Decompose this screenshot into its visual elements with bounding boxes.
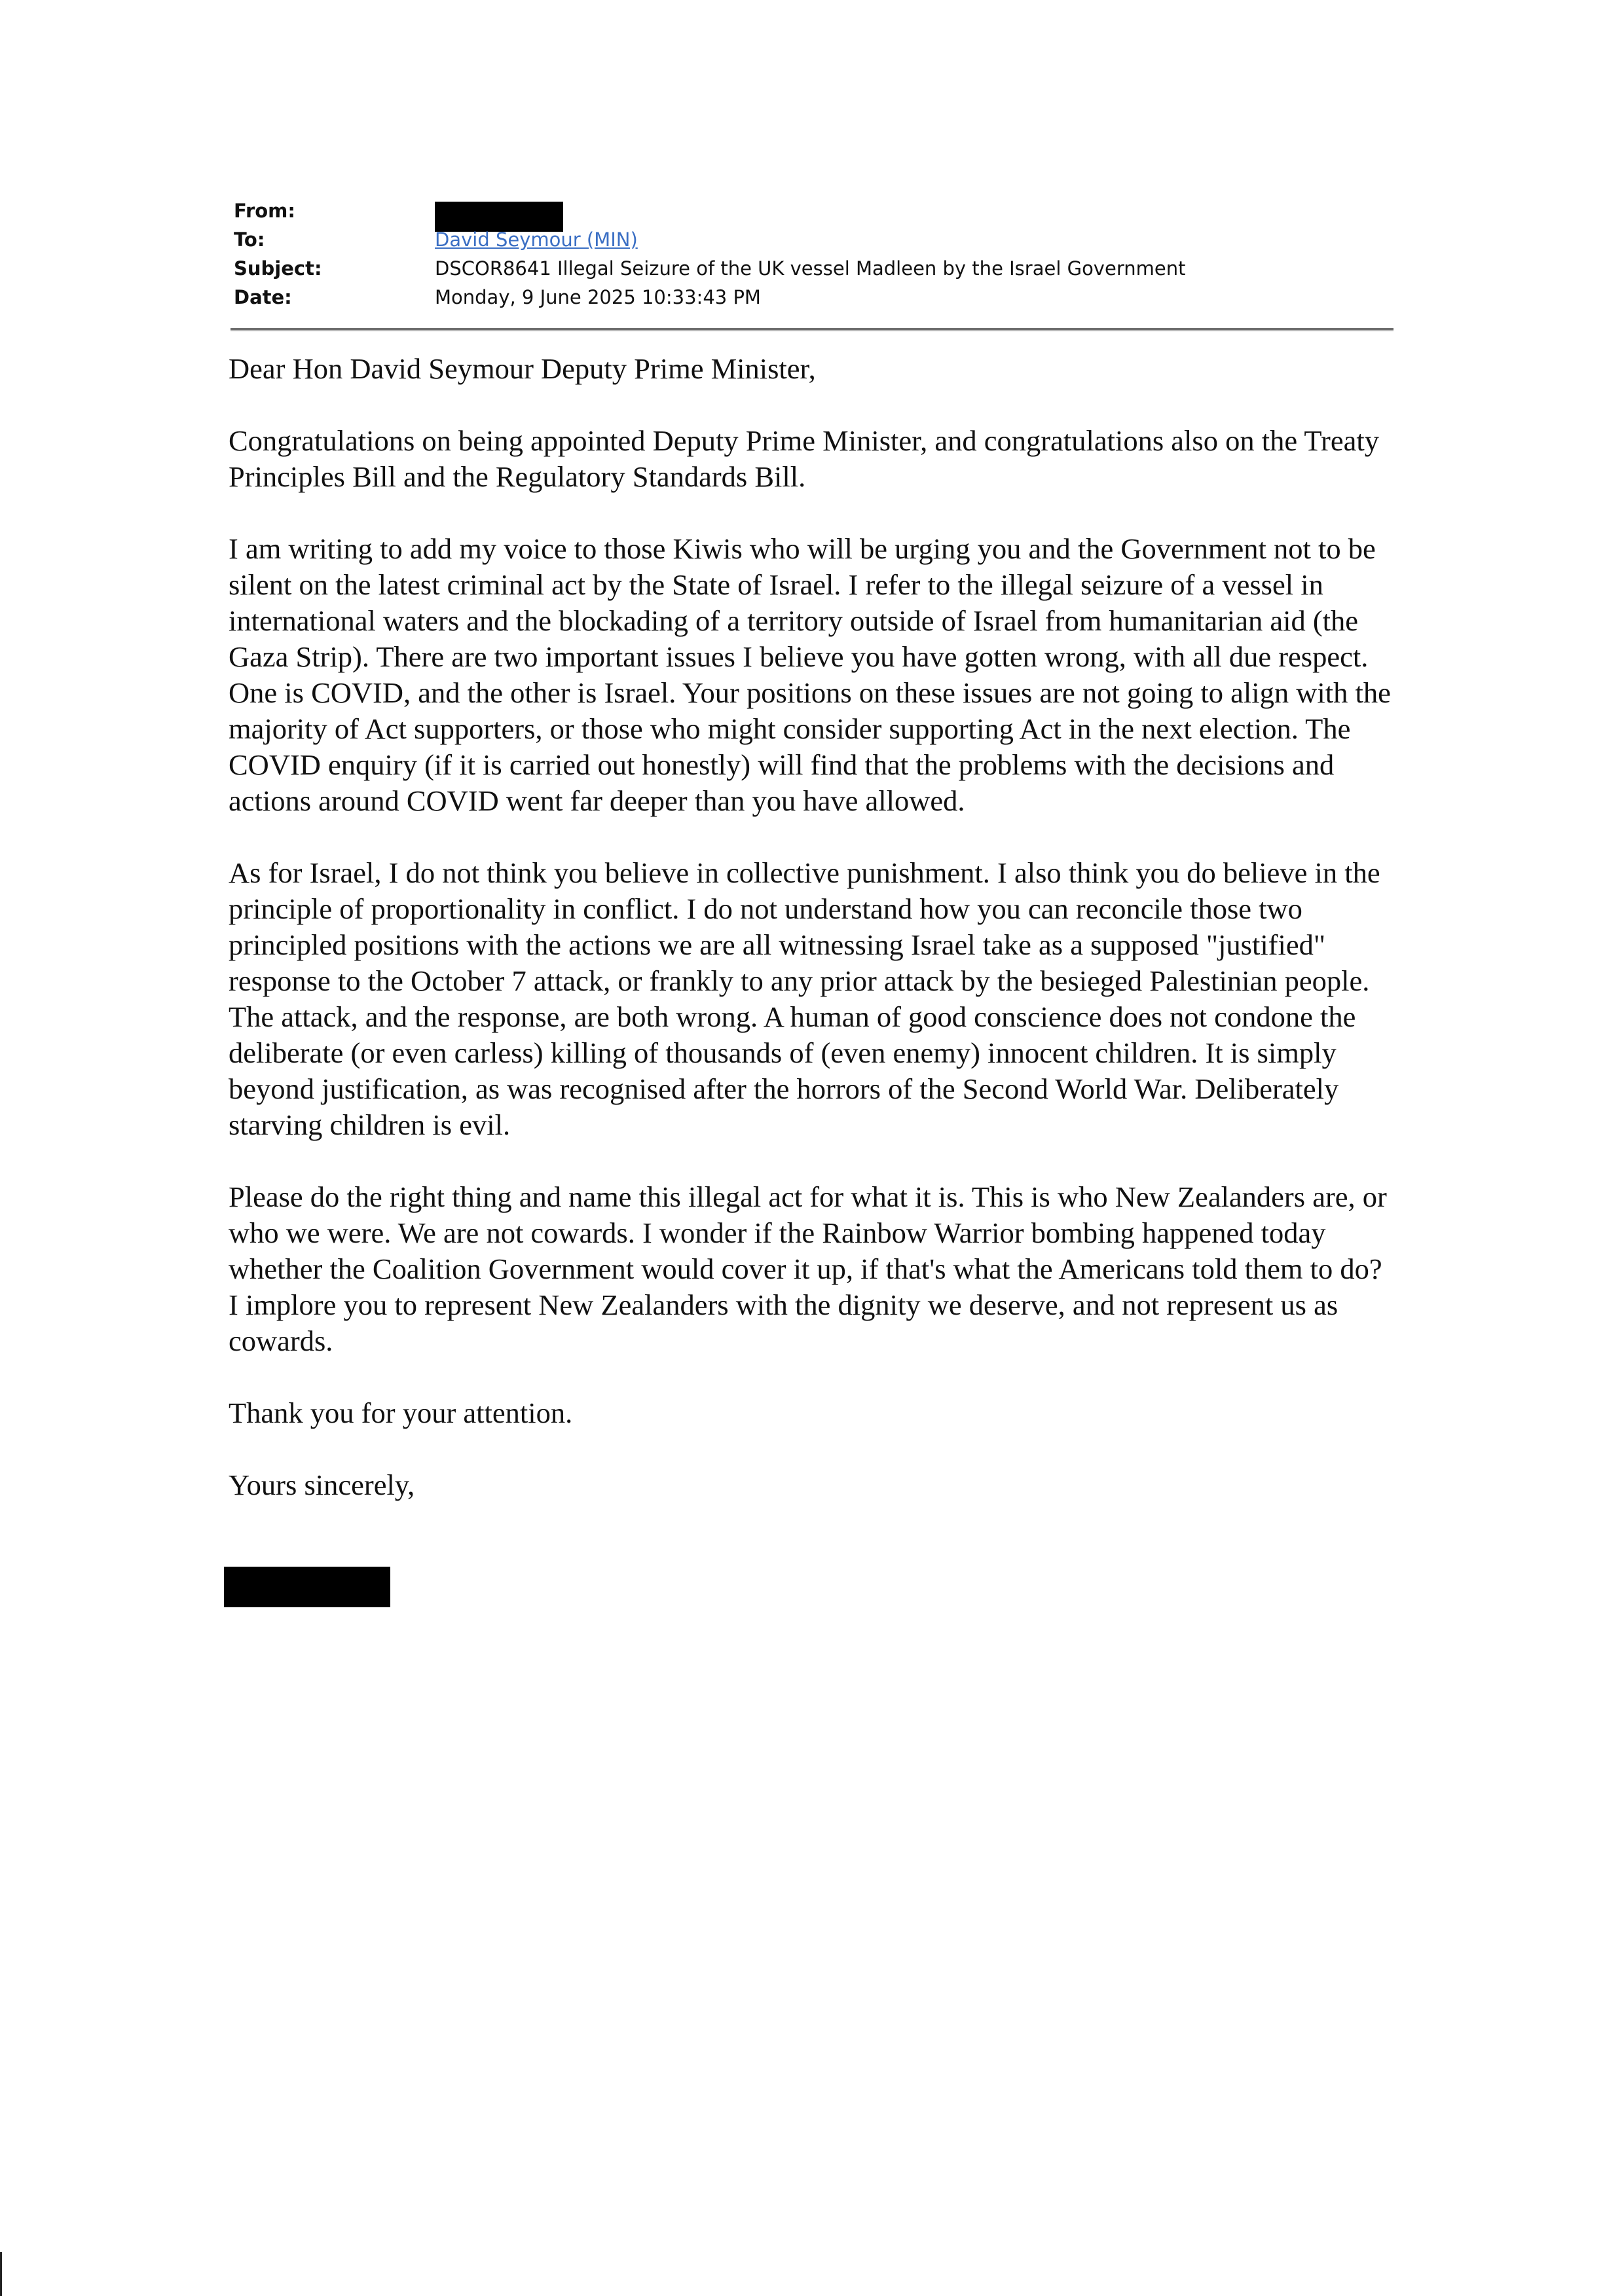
paragraph-request: Please do the right thing and name this illegal act for what it is. This is who New Zealanders are, or who we were. We are not cowards. I wonder if the Rainbow Warrior bombing happened today whether the Coalition Government would cover it up, if that's what the Americans told them to do? I implore you to represent New Zealanders with the dignity we deserve, and not represent us as cowards. bbox=[229, 1180, 1387, 1357]
header-divider bbox=[231, 328, 1393, 331]
date-row bbox=[234, 283, 1393, 312]
redacted-signature bbox=[224, 1567, 390, 1607]
to-recipient-link[interactable]: David Seymour (MIN) bbox=[435, 228, 638, 251]
to-row bbox=[234, 225, 1393, 254]
date-value: Monday, 9 June 2025 10:33:43 PM bbox=[435, 286, 761, 308]
date-label: Date: bbox=[234, 286, 292, 308]
paragraph-israel: As for Israel, I do not think you believe in collective punishment. I also think you do believe in the principle of proportionality in conflict. I do not understand how you can reconcile those two principled positions with the actions we are all witnessing Israel take as a supposed "justified" response to the October 7 attack, or frankly to any prior attack by the besieged Palestinian people. The attack, and the response, are both wrong. A human of good conscience does not condone the deliberate (or even carless) killing of thousands of (even enemy) innocent children. It is simply beyond justification, as was recognised after the horrors of the Second World War. Deliberately starving children is evil. bbox=[229, 856, 1380, 1141]
scan-edge-mark bbox=[0, 2252, 2, 2296]
subject-label: Subject: bbox=[234, 257, 322, 280]
letter-body bbox=[229, 351, 1394, 1539]
subject-value: DSCOR8641 Illegal Seizure of the UK vessel Madleen by the Israel Government bbox=[435, 257, 1186, 280]
subject-row bbox=[234, 254, 1393, 283]
paragraph-intro: I am writing to add my voice to those Kiwis who will be urging you and the Government not to be silent on the latest criminal act by the State of Israel. I refer to the illegal seizure of a vessel in international waters and the blockading of a territory outside of Israel from humanitarian aid (the Gaza Strip). There are two important issues I believe you have gotten wrong, with all due respect. One is COVID, and the other is Israel. Your positions on these issues are not going to align with the majority of Act supporters, or those who might consider supporting Act in the next election. The COVID enquiry (if it is carried out honestly) will find that the problems with the decisions and actions around COVID went far deeper than you have allowed. bbox=[229, 532, 1391, 817]
salutation: Dear Hon David Seymour Deputy Prime Minister, bbox=[229, 352, 816, 385]
paragraph-congratulations: Congratulations on being appointed Deputy Prime Minister, and congratulations also on the Treaty Principles Bill and the Regulatory Standards Bill. bbox=[229, 424, 1379, 493]
closing: Yours sincerely, bbox=[229, 1468, 415, 1501]
from-label: From: bbox=[234, 200, 295, 222]
from-row bbox=[234, 196, 1393, 225]
email-header bbox=[234, 196, 1393, 312]
to-label: To: bbox=[234, 228, 265, 251]
paragraph-thanks: Thank you for your attention. bbox=[229, 1396, 573, 1429]
